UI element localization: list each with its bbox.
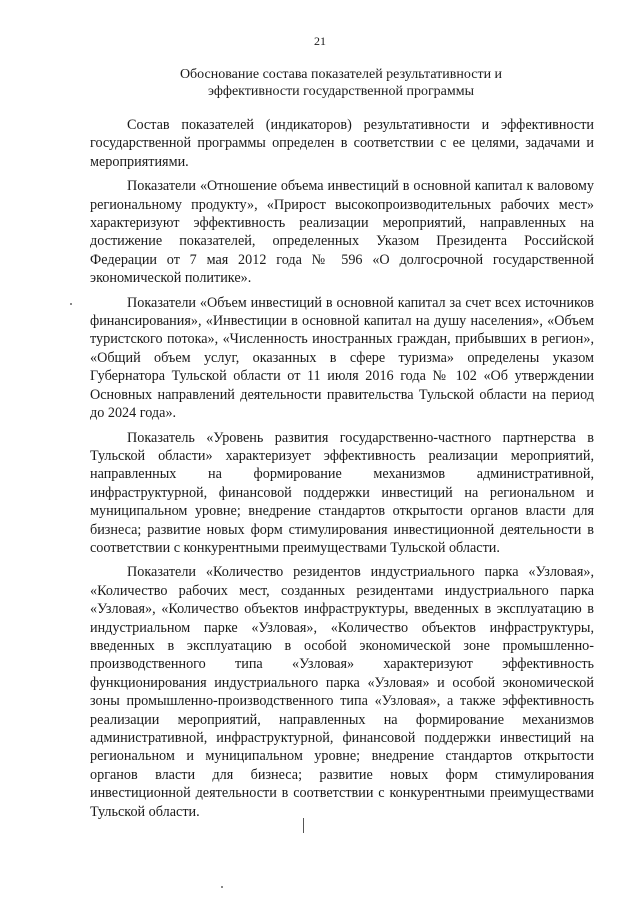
paragraph-indicators-composition: Состав показателей (индикаторов) результативности и эффективности государственной программы определен в соответствии с ее целями, задачами и мероприятиями. (90, 117, 594, 170)
section-title (90, 66, 592, 100)
section-title-line-2: эффективности государственной программы (207, 84, 475, 99)
page-number: 21 (314, 34, 326, 48)
scan-artifact-line (303, 818, 304, 833)
paragraph-uzlovaya-park: Показатели «Количество резидентов индустриального парка «Узловая», «Количество рабочих мест, созданных резидентами индустриального парка «Узловая», «Количество объектов инфраструктуры, введенных в эксплуатацию в индустриальном парке «Узловая», «Количество объектов инфраструктуры, введенных в эксплуатацию в особой экономической зоне промышленно-производственного типа «Узловая» характеризуют эффективность функционирования индустриального парка «Узловая» и особой экономической зоны промышленно-производственного типа «Узловая», а также эффективность реализации мероприятий, направленных на формирование механизмов административной, инфраструктурной, финансовой поддержки инвестиций на региональном и муниципальном уровне; внедрение стандартов открытости органов власти для бизнеса; развитие новых форм стимулирования инвестиционной деятельности в соответствии с конкурентными преимуществами Тульской области. (90, 564, 594, 820)
scan-artifact-dot (70, 303, 72, 305)
scan-artifact-dot (221, 886, 223, 888)
paragraph-investment-volume: Показатели «Объем инвестиций в основной капитал за счет всех источников финансирования», «Инвестиции в основной капитал на душу населения», «Объем туристского потока», «Численность иностранных граждан, прибывших в регион», «Общий объем услуг, оказанных в сфере туризма» определены указом Губернатора Тульской области от 11 июля 2016 года № 102 «Об утверждении Основных направлений деятельности правительства Тульской области на период до 2024 года». (90, 294, 594, 422)
paragraph-ppp-level: Показатель «Уровень развития государственно-частного партнерства в Тульской области» характеризует эффективность реализации мероприятий, направленных на формирование механизмов административной, инфраструктурной, финансовой поддержки инвестиций на региональном и муниципальном уровне; внедрение стандартов открытости органов власти для бизнеса; развитие новых форм стимулирования инвестиционной деятельности в соответствии с конкурентными преимуществами Тульской области. (90, 429, 594, 556)
paragraph-investment-ratio: Показатели «Отношение объема инвестиций в основной капитал к валовому региональному продукту», «Прирост высокопроизводительных рабочих мест» характеризуют эффективность реализации мероприятий, направленных на достижение показателей, определенных Указом Президента Российской Федерации от 7 мая 2012 года № 596 «О долгосрочной государственной экономической политике». (90, 178, 594, 287)
section-title-line-1: Обоснование состава показателей результативности и (179, 67, 503, 82)
document-body (90, 116, 594, 827)
